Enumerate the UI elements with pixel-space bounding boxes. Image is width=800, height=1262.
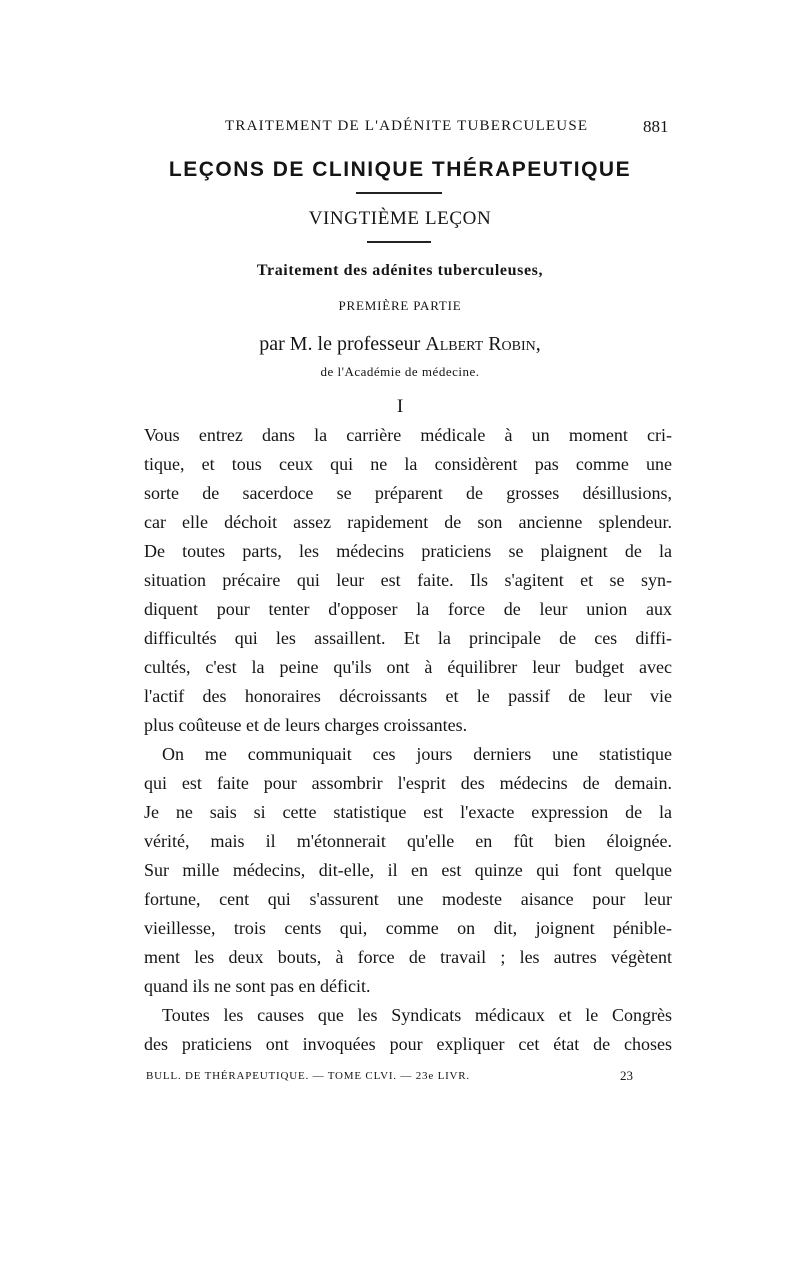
footer-signature: 23 [620,1068,633,1083]
body-line: Toutes les causes que les Syndicats médicaux et le Congrès [162,1005,672,1025]
body-line: plus coûteuse et de leurs charges croissantes. [144,715,468,735]
byline-prefix: par M. le professeur [259,333,426,355]
running-title: TRAITEMENT DE L'ADÉNITE TUBERCULEUSE [225,118,589,134]
title-rule [356,192,442,194]
body-line: car elle déchoit assez rapidement de son ancienne splendeur. [144,512,672,532]
body-line: qui est faite pour assombrir l'esprit des médecins de demain. [144,773,672,793]
body-line: Sur mille médecins, dit-elle, il en est quinze qui font quelque [144,860,672,880]
section-number: I [396,396,404,417]
body-line: tique, et tous ceux qui ne la considèrent pas comme une [144,454,672,474]
affiliation: de l'Académie de médecine. [320,364,480,379]
body-line: ment les deux bouts, à force de travail ; les autres végètent [144,947,672,967]
topic-title: Traitement des adénites tuberculeuses, [256,262,544,279]
body-line: vérité, mais il m'étonnerait qu'elle en fût bien éloignée. [144,831,672,851]
body-line: Je ne sais si cette statistique est l'exacte expression de la [144,802,672,822]
lecture-title: VINGTIÈME LEÇON [308,208,492,229]
body-line: situation précaire qui leur est faite. Ils s'agitent et se syn- [144,570,672,590]
body-line: On me communiquait ces jours derniers une statistique [162,744,672,764]
body-line: quand ils ne sont pas en déficit. [144,976,371,996]
body-line: cultés, c'est la peine qu'ils ont à équilibrer leur budget avec [144,657,672,677]
body-line: difficultés qui les assaillent. Et la principale de ces diffi- [144,628,672,648]
body-line: des praticiens ont invoquées pour expliquer cet état de choses [144,1034,672,1054]
body-line: Vous entrez dans la carrière médicale à un moment cri- [144,425,672,445]
body-line: diquent pour tenter d'opposer la force de leur union aux [144,599,672,619]
body-line: sorte de sacerdoce se préparent de grosses désillusions, [144,483,672,503]
lecture-rule [367,241,431,243]
body-line: De toutes parts, les médecins praticiens se plaignent de la [144,541,672,561]
part-label: PREMIÈRE PARTIE [338,298,462,313]
body-line: l'actif des honoraires décroissants et le passif de leur vie [144,686,672,706]
page-number: 881 [643,117,669,136]
body-line: vieillesse, trois cents qui, comme on dit, joignent pénible- [144,918,672,938]
body-line: fortune, cent qui s'assurent une modeste aisance pour leur [144,889,672,909]
author-name: Albert Robin, [425,333,541,355]
footer-journal: BULL. DE THÉRAPEUTIQUE. — TOME CLVI. — 23e LIVR. [146,1070,470,1082]
main-title: LEÇONS DE CLINIQUE THÉRAPEUTIQUE [168,158,632,181]
byline [0,333,800,356]
